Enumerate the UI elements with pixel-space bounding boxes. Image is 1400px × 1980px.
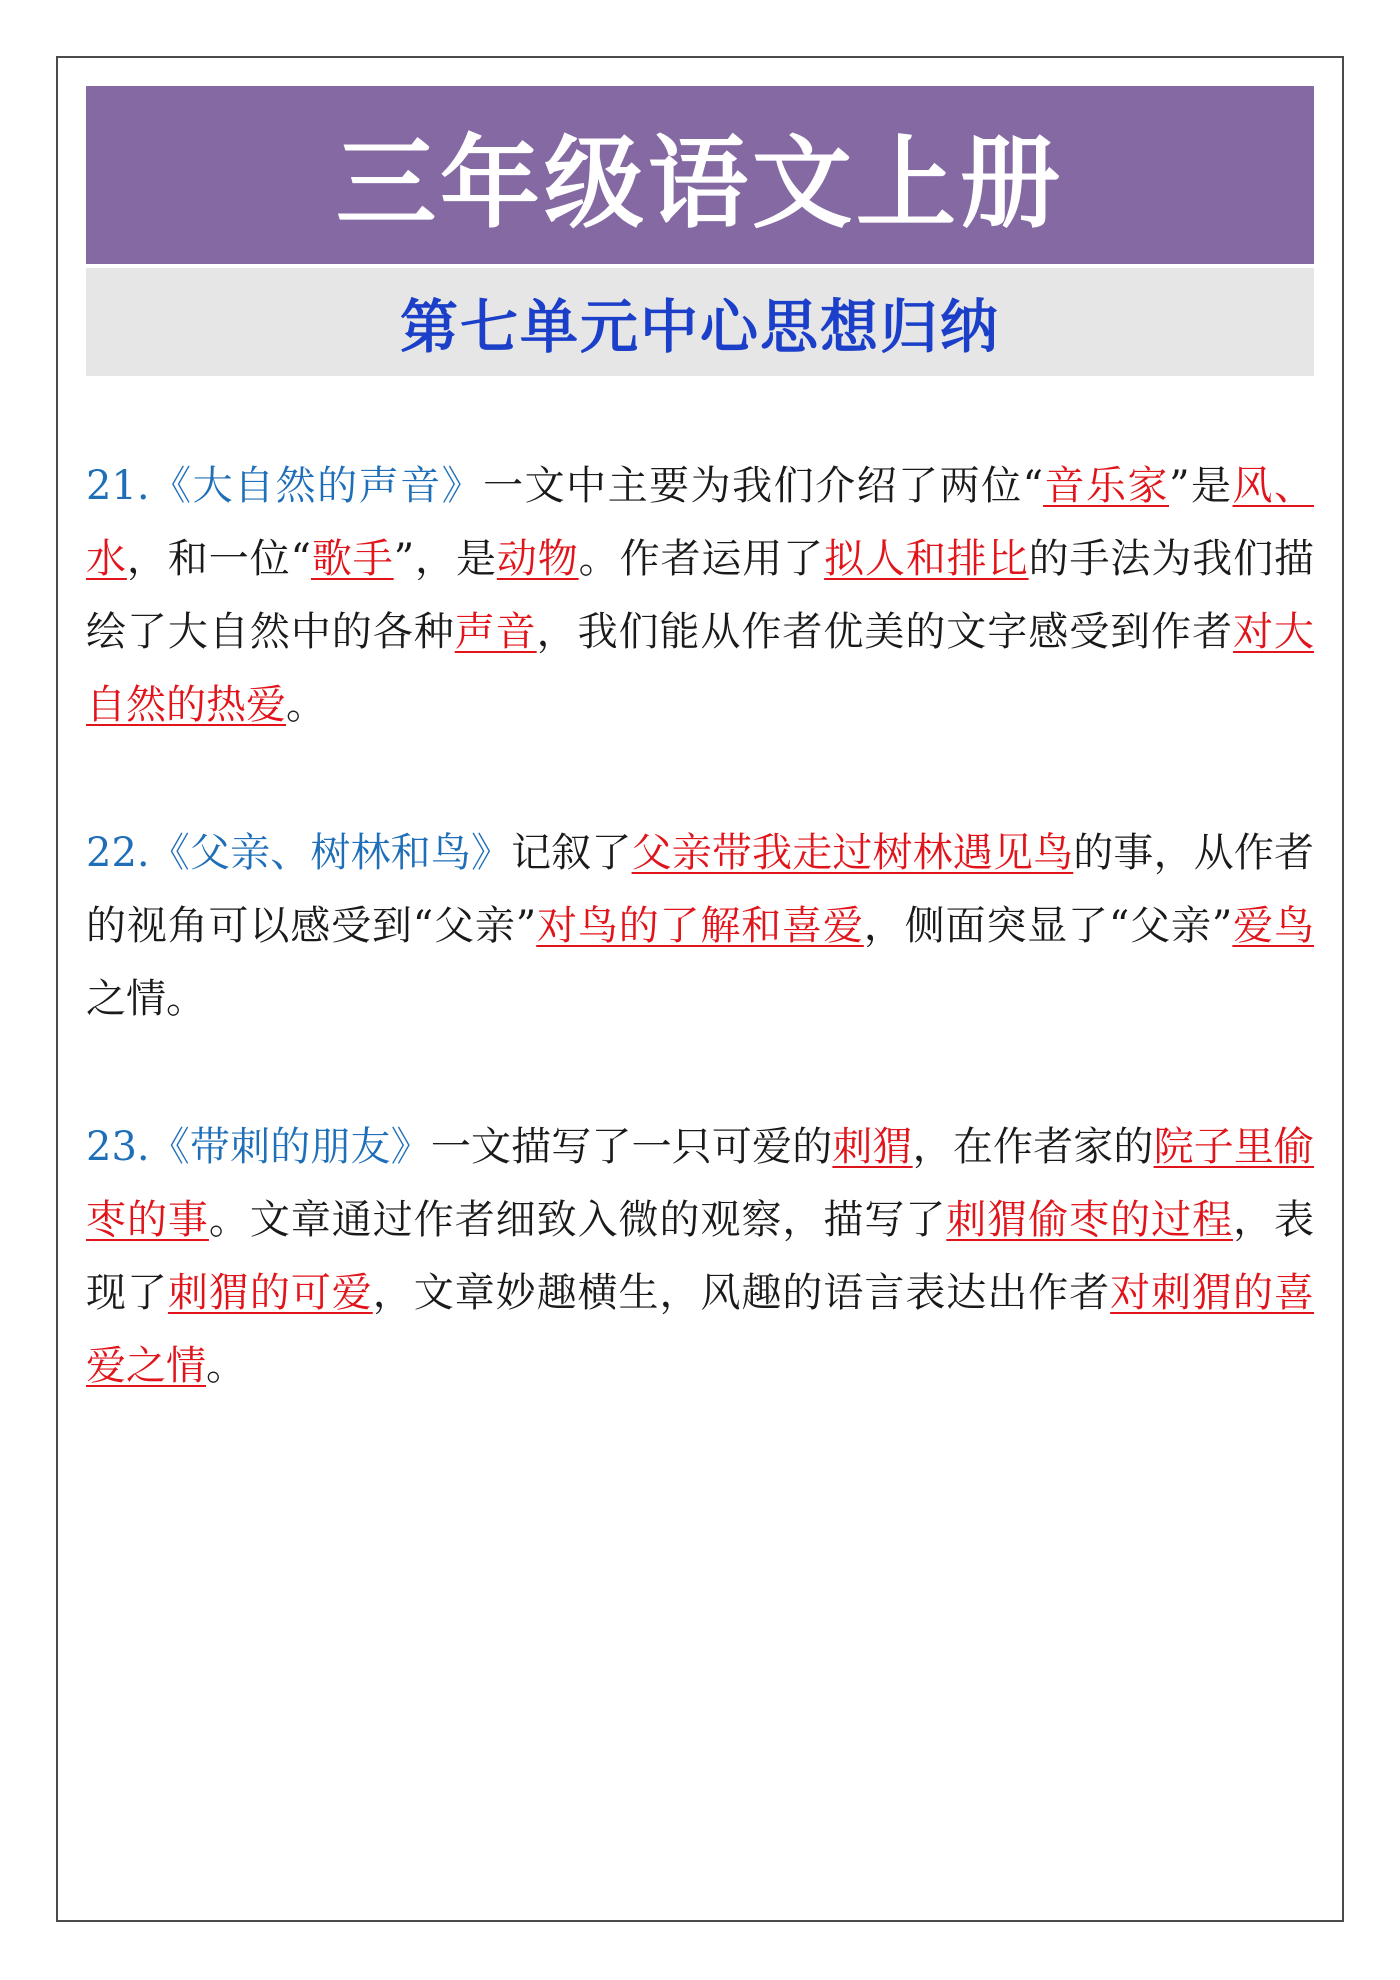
body-text: ”是: [1169, 463, 1233, 509]
keyword-highlight: 歌手: [310, 536, 394, 582]
keyword-highlight: 刺猬: [832, 1124, 913, 1170]
book-title: 《父亲、树林和鸟》: [149, 830, 512, 876]
body-text: 。文章通过作者细致入微的观察，描写了: [208, 1197, 947, 1243]
keyword-highlight: 刺猬的可爱: [167, 1270, 373, 1316]
keyword-highlight: 音乐家: [1043, 463, 1170, 509]
title-banner: [86, 86, 1314, 264]
body-text: 一文中主要为我们介绍了两位“: [483, 463, 1044, 509]
page-subtitle: 第七单元中心思想归纳: [399, 293, 1000, 361]
keyword-highlight: 拟人和排比: [824, 536, 1029, 582]
keyword-highlight: 父亲带我走过树林遇见鸟: [631, 830, 1074, 876]
page-title: 三年级语文上册: [336, 125, 1064, 242]
keyword-highlight: 对鸟的了解和喜爱: [536, 903, 864, 949]
body-text: 的手法为我们描绘了大自然中的各种: [86, 536, 1315, 655]
body-text: 。: [206, 1343, 246, 1389]
book-title: 《大自然的声音》: [149, 463, 484, 509]
subtitle-band: [86, 268, 1314, 376]
body-text: ，我们能从作者优美的文字感受到作者: [536, 609, 1234, 655]
keyword-highlight: 对刺猬的喜爱之情: [86, 1270, 1315, 1389]
body-text: 一文描写了一只可爱的: [430, 1124, 833, 1170]
entry-number: 21.: [86, 463, 150, 509]
content-area: [86, 450, 1314, 1403]
body-text: ，在作者家的: [912, 1124, 1154, 1170]
body-text: 之情。: [86, 976, 206, 1022]
keyword-highlight: 风、水: [86, 463, 1315, 582]
body-text: ，侧面突显了“父亲”: [863, 903, 1233, 949]
book-title: 《带刺的朋友》: [149, 1124, 431, 1170]
body-text: 。作者运用了: [578, 536, 825, 582]
keyword-highlight: 院子里偷枣的事: [86, 1124, 1315, 1243]
body-text: ，和一位“: [126, 536, 311, 582]
entry-21: [86, 450, 1314, 742]
entry-number: 22.: [86, 830, 150, 876]
body-text: 记叙了: [511, 830, 632, 876]
body-text: ，表现了: [86, 1197, 1315, 1316]
keyword-highlight: 刺猬偷枣的过程: [946, 1197, 1234, 1243]
keyword-highlight: 动物: [496, 536, 579, 582]
body-text: ”，是: [393, 536, 497, 582]
body-text: 。: [286, 682, 326, 728]
body-text: 的事，从作者的视角可以感受到“父亲”: [86, 830, 1315, 949]
body-text: ，文章妙趣横生，风趣的语言表达出作者: [372, 1270, 1111, 1316]
entry-number: 23.: [86, 1124, 150, 1170]
keyword-highlight: 爱鸟: [1232, 903, 1315, 949]
entry-23: [86, 1111, 1314, 1403]
keyword-highlight: 对大自然的热爱: [86, 609, 1315, 728]
entry-22: [86, 817, 1314, 1036]
keyword-highlight: 声音: [454, 609, 537, 655]
